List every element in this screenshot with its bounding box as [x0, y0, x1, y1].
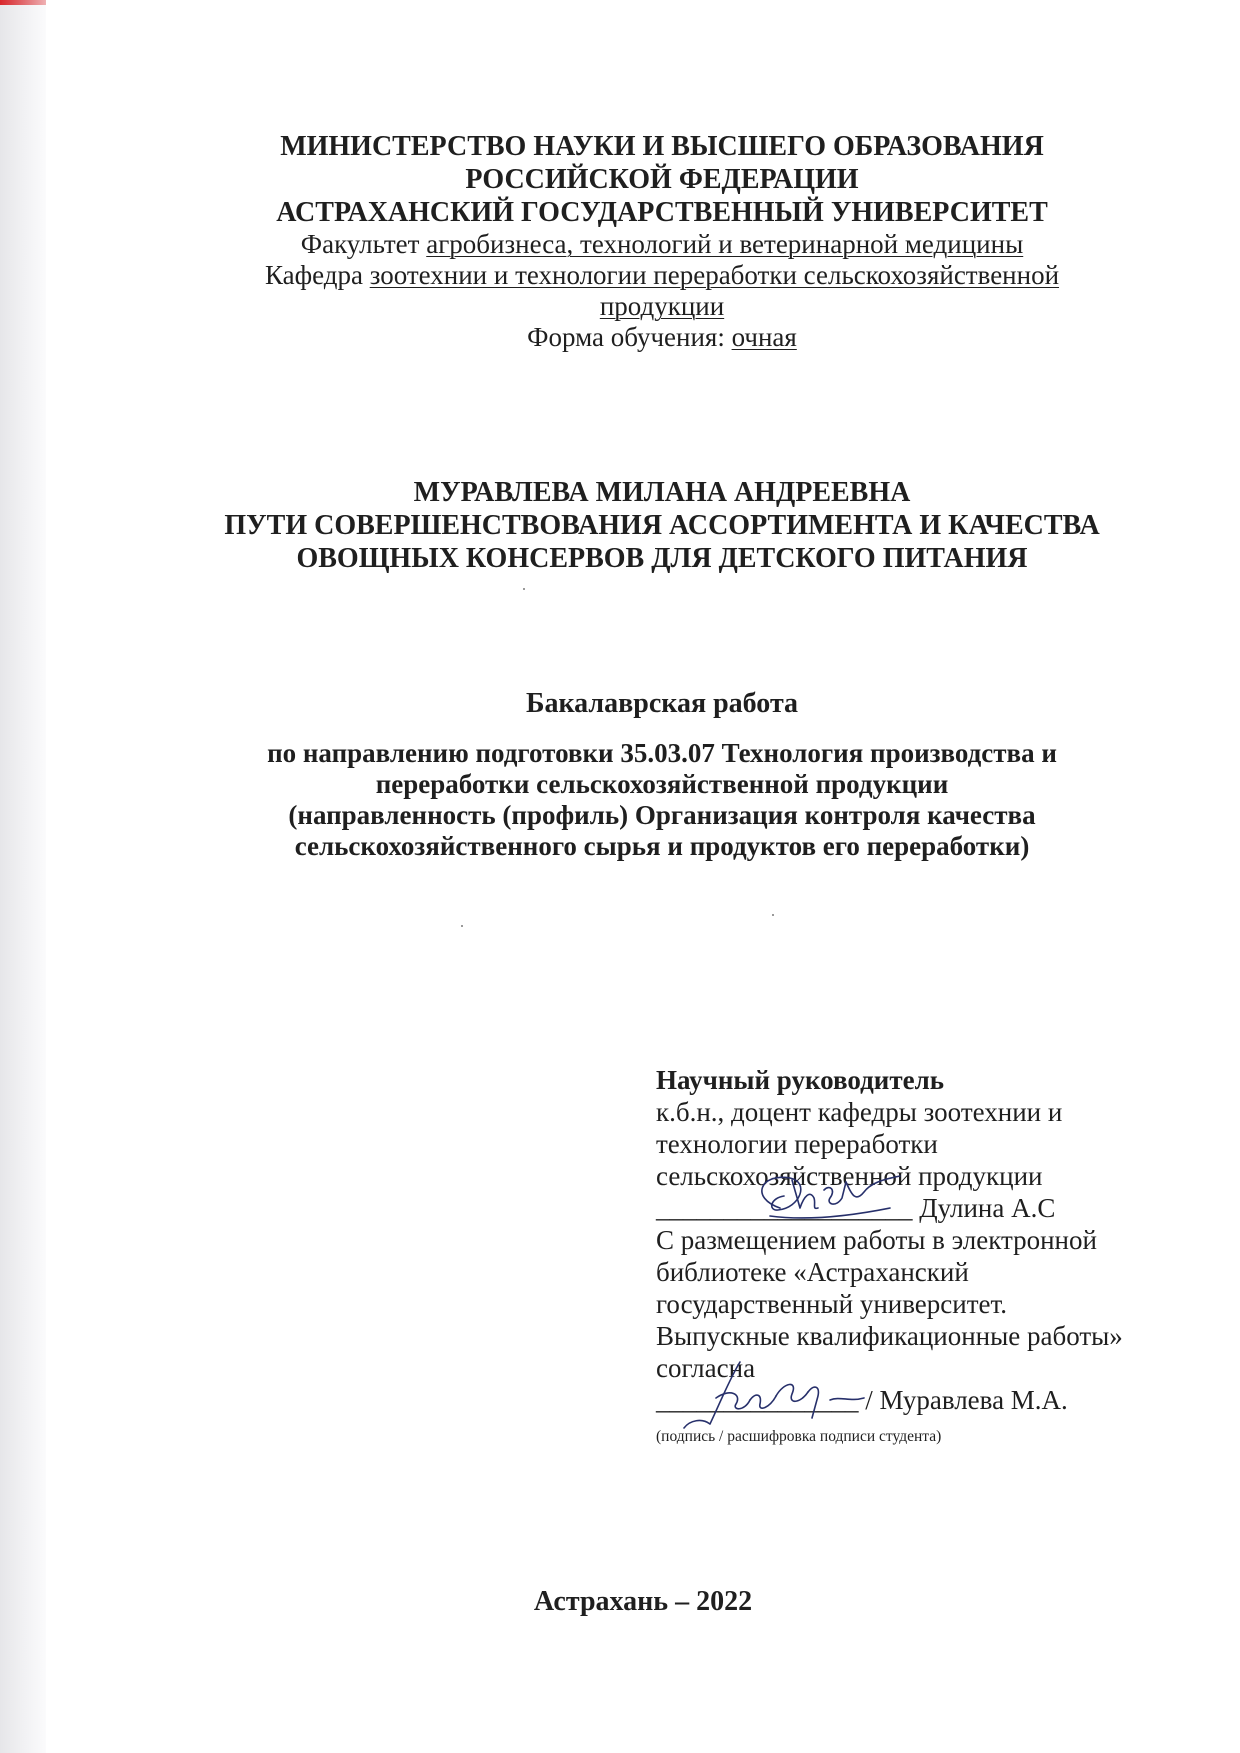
- signature-caption: (подпись / расшифровка подписи студента): [656, 1428, 942, 1445]
- city-year: Астрахань – 2022: [533, 1586, 753, 1617]
- faculty-label: Факультет: [300, 229, 420, 259]
- consent-line-3: государственный университет.: [656, 1289, 1008, 1319]
- supervisor-line-2: технологии переработки: [656, 1129, 938, 1159]
- department-value-2: продукции: [599, 291, 725, 321]
- university-name: АСТРАХАНСКИЙ ГОСУДАРСТВЕННЫЙ УНИВЕРСИТЕТ: [276, 197, 1048, 228]
- student-sign-line: _______________ / Муравлева М.А.: [656, 1385, 1068, 1415]
- consent-line-4: Выпускные квалификационные работы»: [656, 1321, 1123, 1351]
- author-name: МУРАВЛЕВА МИЛАНА АНДРЕЕВНА: [413, 477, 911, 508]
- department-label: Кафедра: [264, 260, 363, 290]
- scan-speck: [772, 914, 774, 916]
- supervisor-line-3: сельскохозяйственной продукции: [656, 1161, 1043, 1191]
- study-form-line: [130, 322, 1194, 353]
- thesis-title-line-1: ПУТИ СОВЕРШЕНСТВОВАНИЯ АССОРТИМЕНТА И КАЧЕСТВА: [224, 510, 1100, 541]
- ministry-line-1: МИНИСТЕРСТВО НАУКИ И ВЫСШЕГО ОБРАЗОВАНИЯ: [280, 131, 1044, 162]
- faculty-value: агробизнеса, технологий и ветеринарной медицины: [426, 229, 1024, 259]
- author-title-block: [130, 476, 1194, 575]
- supervisor-block: [656, 1064, 1176, 1446]
- faculty-line: [130, 229, 1194, 260]
- scan-left-shadow: [0, 0, 46, 1753]
- scan-speck: [523, 588, 525, 590]
- supervisor-line-1: к.б.н., доцент кафедры зоотехнии и: [656, 1097, 1063, 1127]
- ministry-line-2: РОССИЙСКОЙ ФЕДЕРАЦИИ: [465, 164, 859, 195]
- study-form-value: очная: [731, 322, 797, 352]
- scan-speck: [461, 925, 463, 927]
- thesis-title-line-2: ОВОЩНЫХ КОНСЕРВОВ ДЛЯ ДЕТСКОГО ПИТАНИЯ: [296, 543, 1028, 574]
- header-block: [130, 130, 1194, 353]
- direction-line-1: по направлению подготовки 35.03.07 Технология производства и: [267, 738, 1057, 768]
- work-type: Бакалаврская работа: [525, 688, 799, 719]
- department-value-1: зоотехнии и технологии переработки сельскохозяйственной: [369, 260, 1060, 290]
- consent-line-2: библиотеке «Астраханский: [656, 1257, 969, 1287]
- consent-line-1: С размещением работы в электронной: [656, 1225, 1097, 1255]
- department-line-2: [130, 291, 1194, 322]
- department-line: [130, 260, 1194, 291]
- direction-line-4: сельскохозяйственного сырья и продуктов его переработки): [294, 831, 1030, 861]
- direction-line-3: (направленность (профиль) Организация контроля качества: [288, 800, 1036, 830]
- supervisor-sign-line: ___________________ Дулина А.С: [656, 1193, 1056, 1223]
- direction-line-2: переработки сельскохозяйственной продукции: [375, 769, 949, 799]
- consent-line-5: согласна: [656, 1353, 756, 1383]
- supervisor-heading: Научный руководитель: [656, 1065, 944, 1095]
- direction-block: [130, 738, 1194, 862]
- study-form-label: Форма обучения:: [527, 322, 725, 352]
